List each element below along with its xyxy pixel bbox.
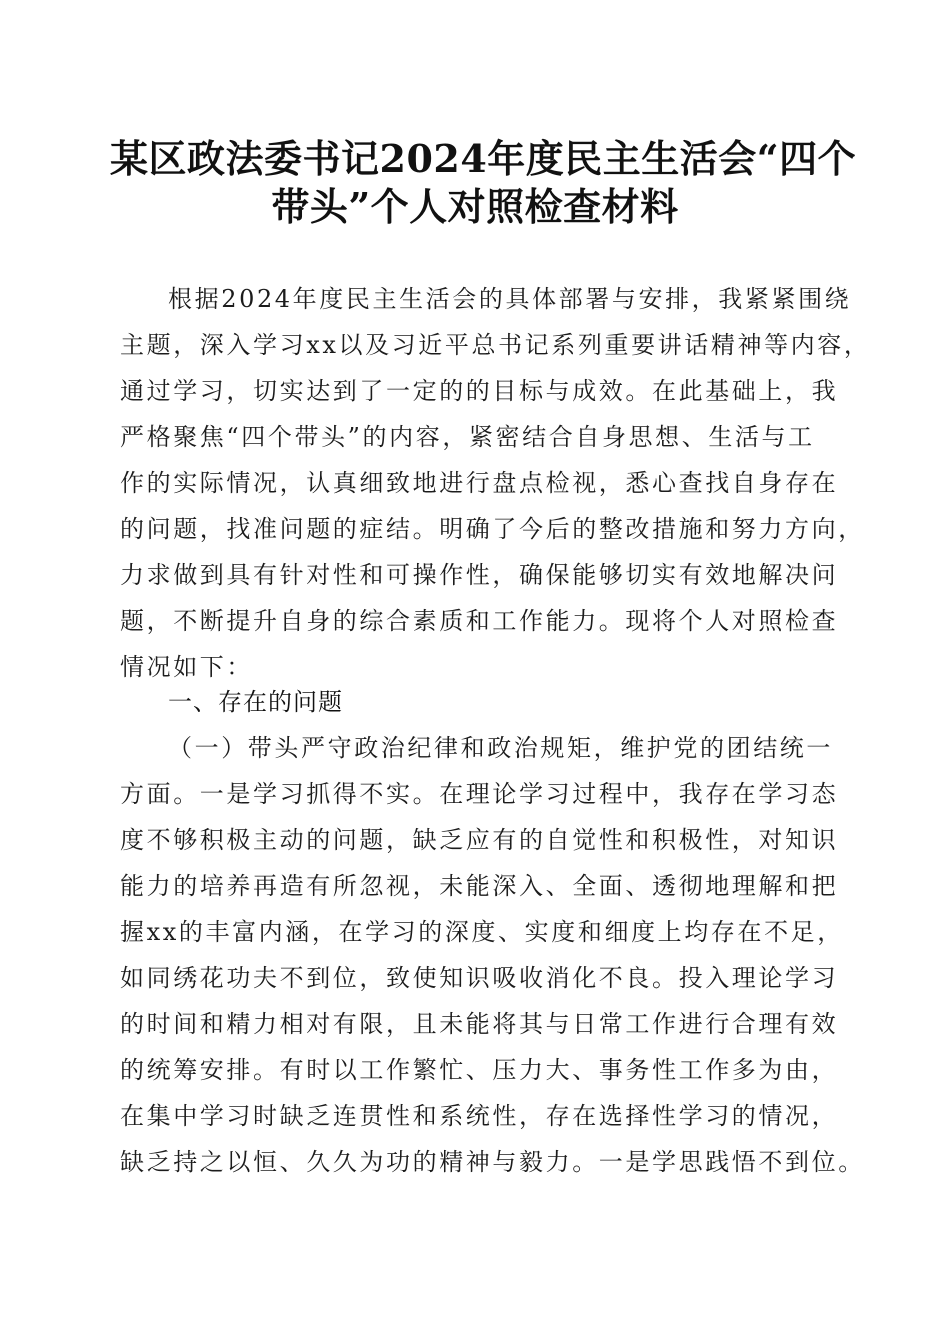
paragraph-line: 在集中学习时缺乏连贯性和系统性，存在选择性学习的情况，: [120, 1102, 839, 1130]
paragraph-line: 情况如下：: [120, 653, 253, 681]
title-line: 某区政法委书记2024年度民主生活会“四个: [110, 136, 857, 181]
paragraph-line: 严格聚焦“四个带头”的内容，紧密结合自身思想、生活与工: [120, 423, 815, 451]
document-title: [110, 135, 857, 231]
paragraph-line: 的问题，找准问题的症结。明确了今后的整改措施和努力方向，: [120, 515, 865, 543]
paragraph-line: 作的实际情况，认真细致地进行盘点检视，悉心查找自身存在: [120, 469, 839, 497]
paragraph-line: 握xx的丰富内涵，在学习的深度、实度和细度上均存在不足，: [120, 918, 844, 946]
section-paragraph: [120, 725, 865, 1185]
paragraph-line: 根据2024年度民主生活会的具体部署与安排，我紧紧围绕: [168, 285, 852, 313]
paragraph-line: 如同绣花功夫不到位，致使知识吸收消化不良。投入理论学习: [120, 964, 839, 992]
paragraph-line: 力求做到具有针对性和可操作性，确保能够切实有效地解决问: [120, 561, 839, 589]
paragraph-line: 的统筹安排。有时以工作繁忙、压力大、事务性工作多为由，: [120, 1056, 839, 1084]
paragraph-line: （一）带头严守政治纪律和政治规矩，维护党的团结统一: [168, 734, 833, 762]
paragraph-line: 题，不断提升自身的综合素质和工作能力。现将个人对照检查: [120, 607, 839, 635]
paragraph-line: 的时间和精力相对有限，且未能将其与日常工作进行合理有效: [120, 1010, 839, 1038]
title-line: 带头”个人对照检查材料: [271, 184, 679, 229]
paragraph-line: 主题，深入学习xx以及习近平总书记系列重要讲话精神等内容，: [120, 331, 871, 359]
paragraph-line: 度不够积极主动的问题，缺乏应有的自觉性和积极性，对知识: [120, 826, 839, 854]
intro-paragraph: [120, 276, 871, 690]
section-heading: 一、存在的问题: [168, 688, 343, 716]
paragraph-line: 缺乏持之以恒、久久为功的精神与毅力。一是学思践悟不到位。: [120, 1148, 865, 1176]
paragraph-line: 能力的培养再造有所忽视，未能深入、全面、透彻地理解和把: [120, 872, 839, 900]
paragraph-line: 通过学习，切实达到了一定的的目标与成效。在此基础上，我: [120, 377, 839, 405]
paragraph-line: 方面。一是学习抓得不实。在理论学习过程中，我存在学习态: [120, 780, 839, 808]
